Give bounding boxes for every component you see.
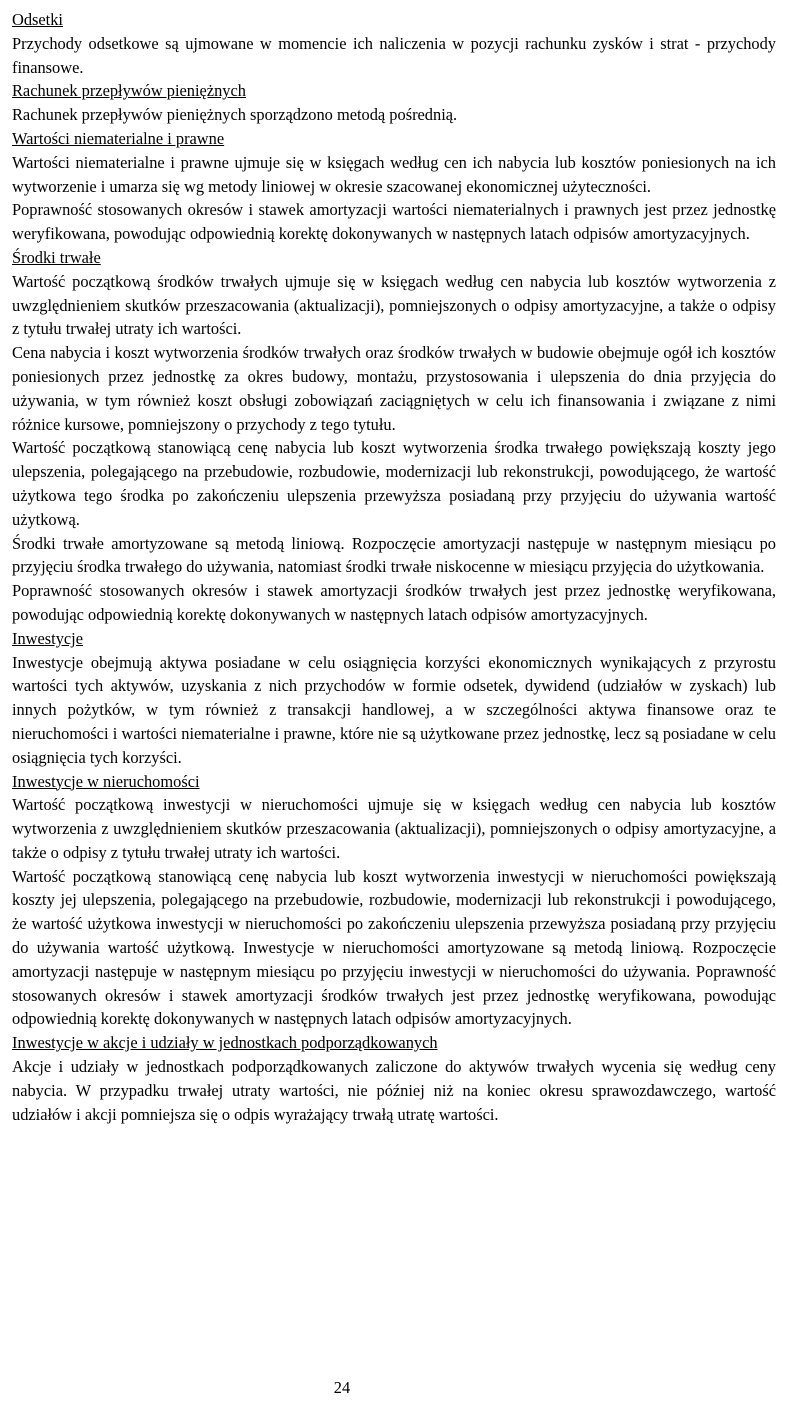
paragraph: Cena nabycia i koszt wytworzenia środków trwałych oraz środków trwałych w budowie obejmuje ogół ich kosztów poniesionych przez jednostkę za okres budowy, montażu, przystosowania i ulepszenia do dnia przyjęcia do używania, w tym również koszt obsługi zobowiązań zaciągniętych w celu ich finansowania i związane z nimi różnice kursowe, pomniejszony o przychody z tego tytułu. xyxy=(12,343,776,434)
paragraph: Wartości niematerialne i prawne ujmuje się w księgach według cen ich nabycia lub kosztów poniesionych na ich wytworzenie i umarza się wg metody liniowej w okresie szacowanej ekonomicznej użyteczności. xyxy=(12,152,776,196)
paragraph: Wartość początkową inwestycji w nieruchomości ujmuje się w księgach według cen nabycia lub kosztów wytworzenia z uwzględnieniem skutków przeszacowania (aktualizacji), pomniejszonych o odpisy amortyzacyjne, a także o odpisy z tytułu trwałej utraty ich wartości. xyxy=(12,795,776,862)
section-heading: Inwestycje w nieruchomości xyxy=(12,771,200,791)
paragraph: Środki trwałe amortyzowane są metodą liniową. Rozpoczęcie amortyzacji następuje w następnym miesiącu po przyjęciu środka trwałego do używania, natomiast środki trwałe niskocenne w miesiącu przyjęcia do użytkowania. xyxy=(12,533,776,577)
paragraph: Poprawność stosowanych okresów i stawek amortyzacji wartości niematerialnych i prawnych jest przez jednostkę weryfikowana, powodując odpowiednią korektę dokonywanych w następnych latach odpisów amortyzacyjnych. xyxy=(12,200,776,244)
paragraph: Przychody odsetkowe są ujmowane w momencie ich naliczenia w pozycji rachunku zysków i strat - przychody finansowe. xyxy=(12,33,776,77)
section-heading: Rachunek przepływów pieniężnych xyxy=(12,81,246,101)
section-heading: Wartości niematerialne i prawne xyxy=(12,128,225,148)
paragraph: Inwestycje obejmują aktywa posiadane w celu osiągnięcia korzyści ekonomicznych wynikających z przyrostu wartości tych aktywów, uzyskania z nich przychodów w formie odsetek, dywidend (udziałów w zyskach) lub innych pożytków, w tym również z transakcji handlowej, a w szczególności aktywa finansowe oraz te nieruchomości i wartości niematerialne i prawne, które nie są użytkowane przez jednostkę, lecz są posiadane w celu osiągnięcia tych korzyści. xyxy=(12,652,776,767)
paragraph: Wartość początkową środków trwałych ujmuje się w księgach według cen nabycia lub kosztów wytworzenia z uwzględnieniem skutków przeszacowania (aktualizacji), pomniejszonych o odpisy amortyzacyjne, a także o odpisy z tytułu trwałej utraty ich wartości. xyxy=(12,271,776,339)
paragraph: Wartość początkową stanowiącą cenę nabycia lub koszt wytworzenia inwestycji w nieruchomości powiększają koszty jej ulepszenia, polegającego na przebudowie, rozbudowie, modernizacji lub rekonstrukcji i powodującego, że wartość użytkowa inwestycji w nieruchomości po zakończeniu ulepszenia przewyższa posiadaną przy przyjęciu do używania wartość użytkową. Inwestycje w nieruchomości amortyzowane są metodą liniową. Rozpoczęcie amortyzacji następuje w następnym miesiącu po przyjęciu inwestycji w nieruchomości do używania. Poprawność stosowanych okresów i stawek amortyzacji środków trwałych jest przez jednostkę weryfikowana, powodując odpowiednią korektę dokonywanych w następnych latach odpisów amortyzacyjnych. xyxy=(12,866,776,1029)
paragraph: Rachunek przepływów pieniężnych sporządzono metodą pośrednią. xyxy=(12,105,458,125)
section-heading: Środki trwałe xyxy=(12,247,101,267)
paragraph: Poprawność stosowanych okresów i stawek amortyzacji środków trwałych jest przez jednostkę weryfikowana, powodując odpowiednią korektę dokonywanych w następnych latach odpisów amortyzacyjnych. xyxy=(12,581,776,624)
paragraph: Akcje i udziały w jednostkach podporządkowanych zaliczone do aktywów trwałych wycenia się według ceny nabycia. W przypadku trwałej utraty wartości, nie później niż na koniec okresu sprawozdawczego, wartość udziałów i akcji pomniejsza się o odpis wyrażający trwałą utratę wartości. xyxy=(12,1057,776,1124)
section-heading: Odsetki xyxy=(12,10,63,29)
document-page xyxy=(12,8,776,1126)
page-number: 24 xyxy=(333,1378,351,1397)
section-heading: Inwestycje w akcje i udziały w jednostkach podporządkowanych xyxy=(12,1033,438,1053)
section-heading: Inwestycje xyxy=(12,628,83,648)
paragraph: Wartość początkową stanowiącą cenę nabycia lub koszt wytworzenia środka trwałego powiększają koszty jego ulepszenia, polegającego na przebudowie, rozbudowie, modernizacji lub rekonstrukcji, powodującego, że wartość użytkowa tego środka po zakończeniu ulepszenia przewyższa posiadaną przy przyjęciu do używania wartość użytkową. xyxy=(12,438,776,529)
